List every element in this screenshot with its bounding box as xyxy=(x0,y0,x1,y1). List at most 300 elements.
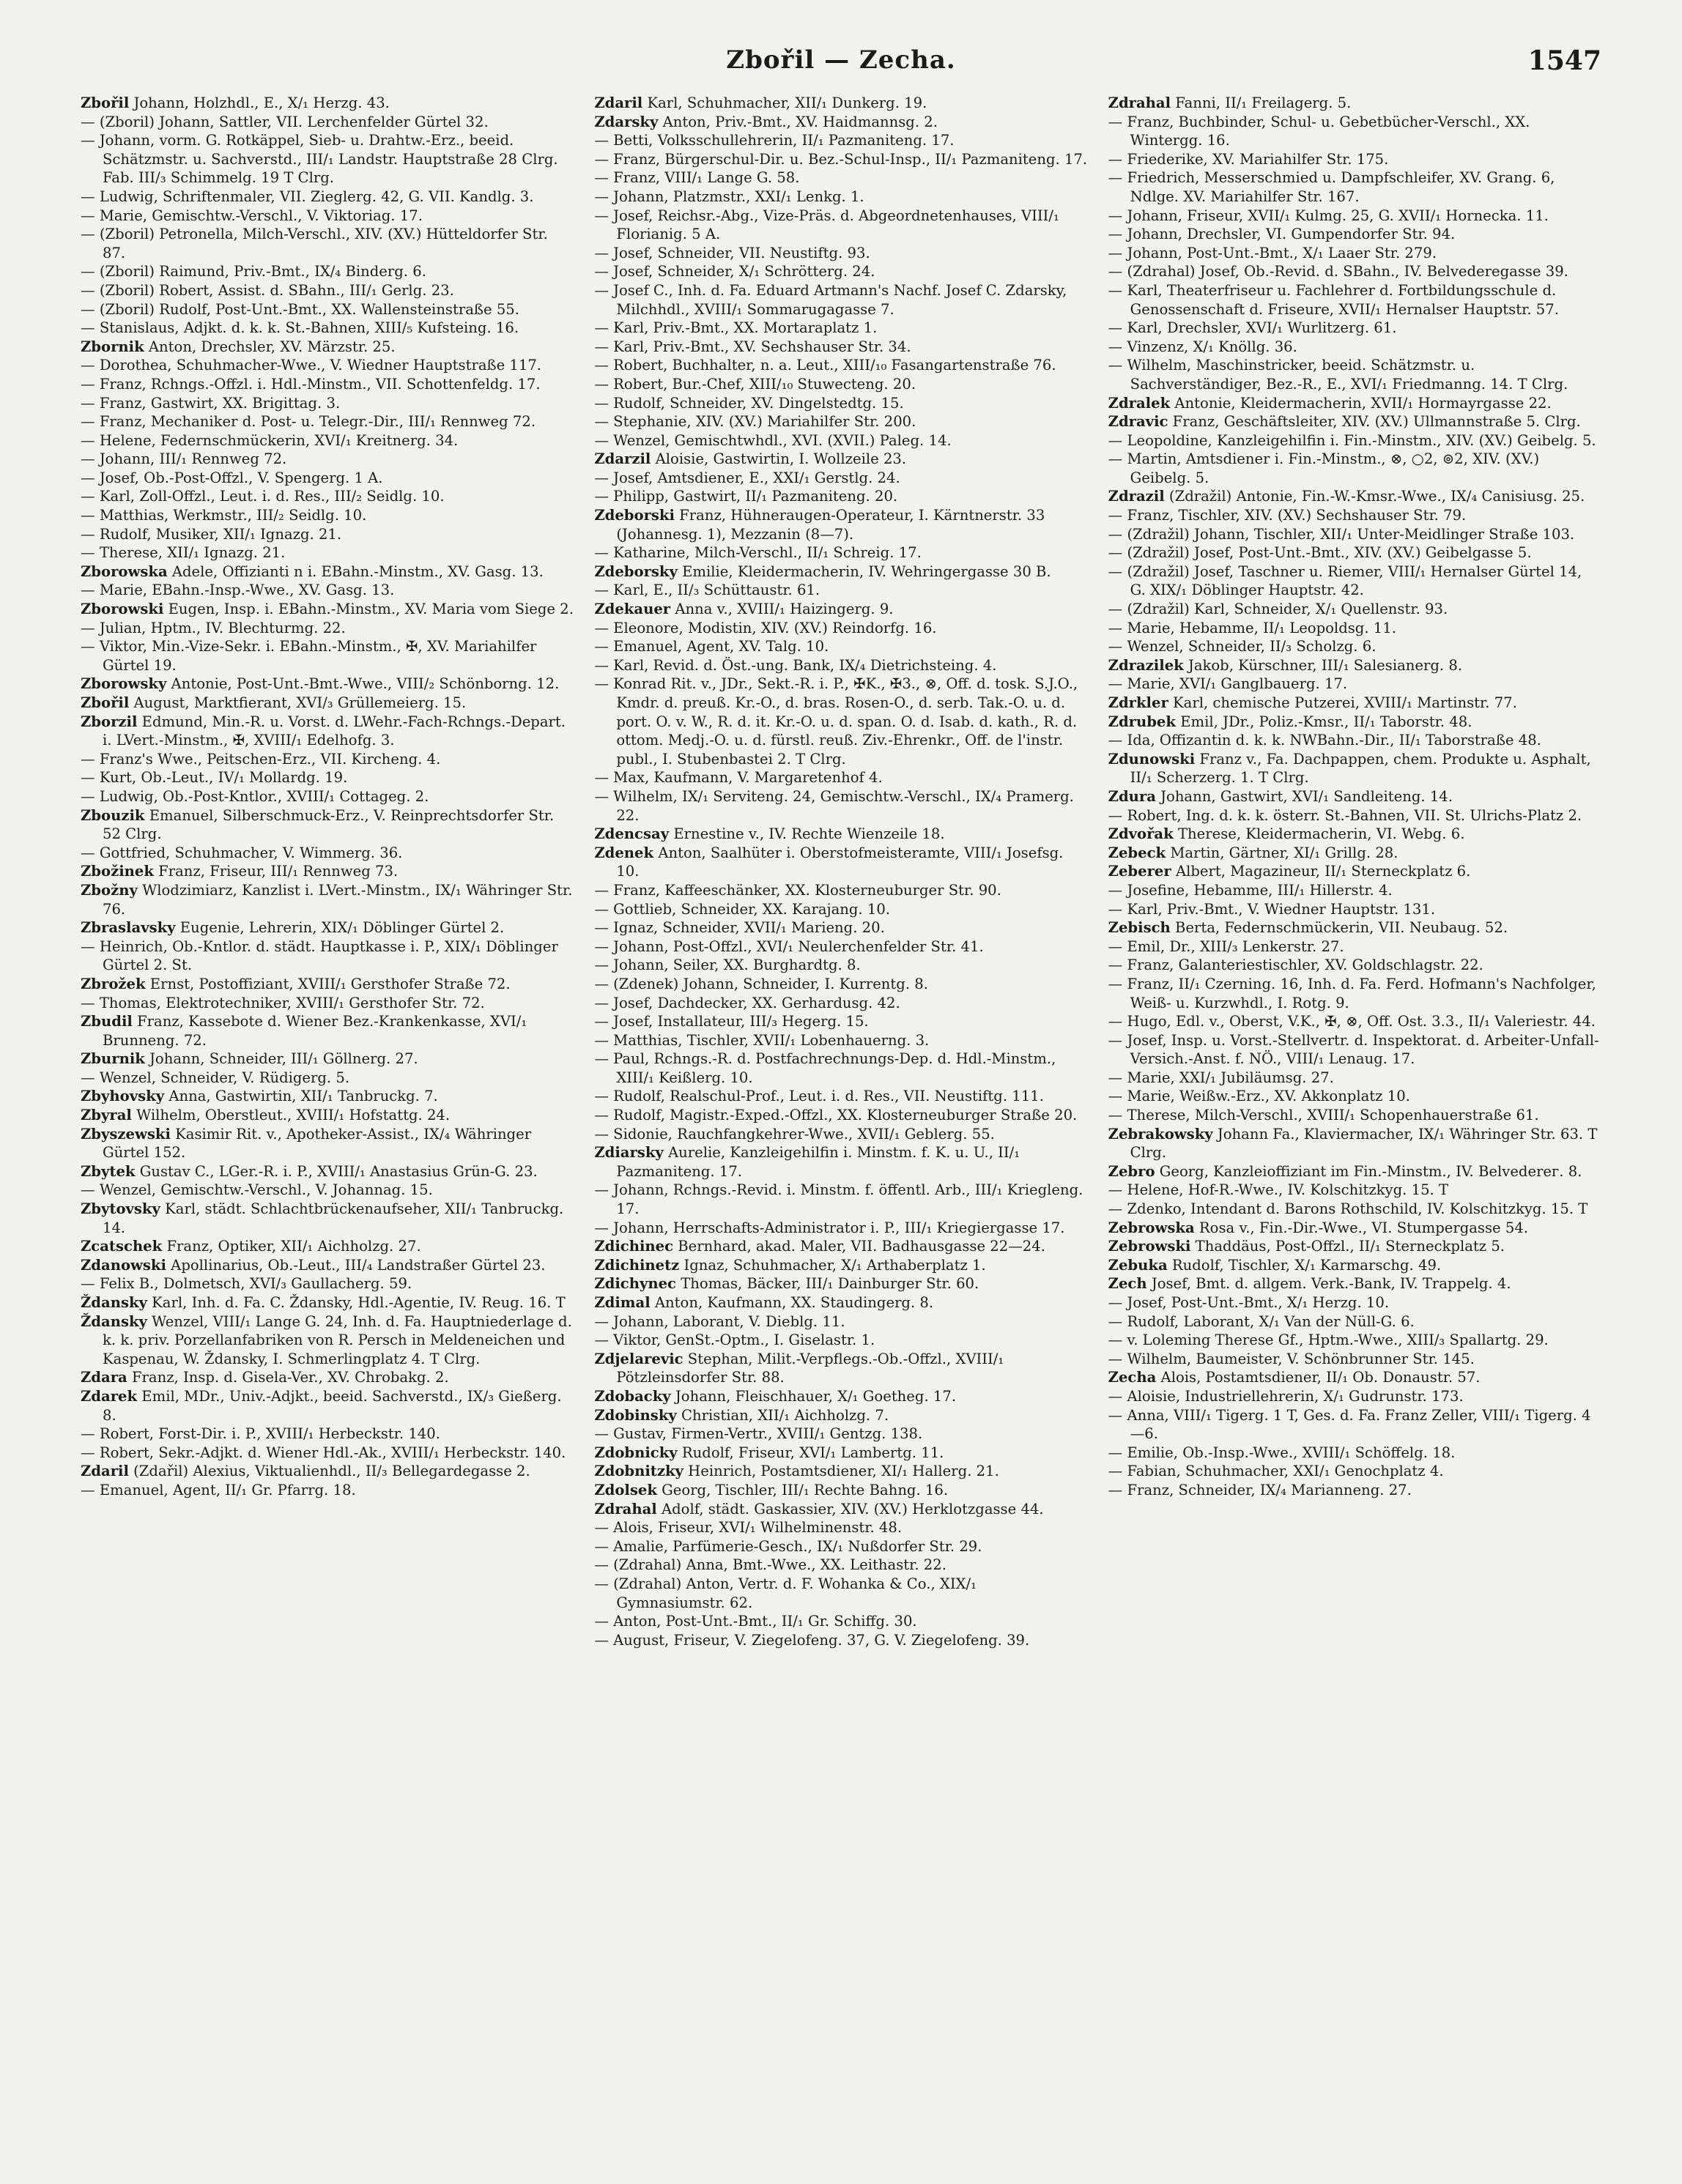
entry-details: — (Zdenek) Johann, Schneider, I. Kurrentg. 8. xyxy=(594,975,928,992)
entry-details: Apollinarius, Ob.-Leut., III/₄ Landstraßer Gürtel 23. xyxy=(166,1256,546,1274)
directory-entry xyxy=(594,1274,1087,1293)
entry-details: — Robert, Sekr.-Adjkt. d. Wiener Hdl.-Ak., XVIII/₁ Herbeckstr. 140. xyxy=(81,1444,566,1461)
directory-entry xyxy=(1108,1237,1601,1256)
directory-entry xyxy=(81,262,574,281)
directory-entry xyxy=(1108,675,1601,694)
entry-details: — Gottlieb, Schneider, XX. Karajang. 10. xyxy=(594,900,891,918)
entry-details: Emilie, Kleidermacherin, IV. Wehringergasse 30 B. xyxy=(677,562,1051,580)
entry-details: Franz, Friseur, III/₁ Rennweg 73. xyxy=(153,863,399,880)
entry-details: Rudolf, Friseur, XVI/₁ Lambertg. 11. xyxy=(677,1444,944,1461)
entry-details: Josef, Bmt. d. allgem. Verk.-Bank, IV. Trappelg. 4. xyxy=(1146,1275,1511,1293)
directory-entry xyxy=(594,881,1087,900)
entry-details: — Josef, Ob.-Post-Offzl., V. Spengerg. 1 A. xyxy=(81,469,383,486)
directory-entry xyxy=(594,1312,1087,1331)
entry-details: Karl, chemische Putzerei, XVIII/₁ Martinstr. 77. xyxy=(1168,694,1517,711)
entry-details: — Karl, Theaterfriseur u. Fachlehrer d. Fortbildungsschule d. Genossenschaft d. Friseure, XVII/₁ Hernalser Hauptstr. 57. xyxy=(1108,281,1559,318)
entry-details: — Philipp, Gastwirt, II/₁ Pazmaniteng. 20. xyxy=(594,488,898,505)
entry-details: — Matthias, Werkmstr., III/₂ Seidlg. 10. xyxy=(81,507,367,524)
entry-details: — Franz, VIII/₁ Lange G. 58. xyxy=(594,169,800,187)
entry-details: Heinrich, Postamtsdiener, XI/₁ Hallerg. 21. xyxy=(683,1463,999,1480)
entry-details: — Johann, Platzmstr., XXI/₁ Lenkg. 1. xyxy=(594,187,864,205)
directory-entry xyxy=(81,600,574,619)
directory-entry xyxy=(81,881,574,918)
entry-details: Emanuel, Silberschmuck-Erz., V. Reinprechtsdorfer Str. 52 Clrg. xyxy=(103,806,555,843)
entry-details: — Anna, VIII/₁ Tigerg. 1 T, Ges. d. Fa. Franz Zeller, VIII/₁ Tigerg. 4—6. xyxy=(1108,1406,1591,1443)
entry-details: — Heinrich, Ob.-Kntlor. d. städt. Hauptkasse i. P., XIX/₁ Döblinger Gürtel 2. St. xyxy=(81,937,558,974)
entry-surname: Ždansky xyxy=(81,1294,147,1311)
directory-entry xyxy=(1108,1331,1601,1350)
entry-details: Karl, städt. Schlachtbrückenaufseher, XII/₁ Tanbruckg. 14. xyxy=(103,1200,564,1236)
directory-entry xyxy=(1108,450,1601,487)
directory-entry xyxy=(1108,506,1601,525)
entry-surname: Zborzil xyxy=(81,713,138,730)
directory-entry xyxy=(1108,150,1601,169)
directory-entry xyxy=(594,431,1087,450)
directory-entry xyxy=(594,450,1087,469)
entry-details: — Kurt, Ob.-Leut., IV/₁ Mollardg. 19. xyxy=(81,769,348,787)
entry-surname: Zborowski xyxy=(81,601,164,618)
entry-surname: Zecha xyxy=(1108,1369,1157,1386)
directory-entry xyxy=(1108,806,1601,825)
entry-details: Anton, Drechsler, XV. Märzstr. 25. xyxy=(144,338,396,355)
entry-surname: Zdrazil xyxy=(1108,488,1165,505)
directory-entry xyxy=(81,281,574,300)
directory-entry xyxy=(1108,1444,1601,1463)
entry-details: — Max, Kaufmann, V. Margaretenhof 4. xyxy=(594,769,883,787)
directory-entry xyxy=(594,1537,1087,1556)
directory-entry xyxy=(594,1350,1087,1387)
entry-surname: Zbořil xyxy=(81,94,130,111)
directory-entry xyxy=(1108,356,1601,393)
entry-surname: Zdarek xyxy=(81,1387,138,1405)
entry-surname: Zdrkler xyxy=(1108,694,1168,711)
directory-entry xyxy=(594,113,1087,132)
entry-details: — (Zdražil) Johann, Tischler, XII/₁ Unter-Meidlinger Straße 103. xyxy=(1108,525,1575,543)
directory-entry xyxy=(81,506,574,525)
directory-entry xyxy=(594,506,1087,543)
directory-entry xyxy=(1108,1106,1601,1125)
directory-entry xyxy=(594,1106,1087,1125)
directory-entry xyxy=(594,412,1087,431)
entry-surname: Zdichinetz xyxy=(594,1256,680,1274)
entry-details: — Karl, Priv.-Bmt., XX. Mortaraplatz 1. xyxy=(594,319,878,337)
entry-details: Emil, MDr., Univ.-Adjkt., beeid. Sachverstd., IX/₃ Gießerg. 8. xyxy=(103,1387,562,1424)
directory-entry xyxy=(594,94,1087,113)
entry-details: Alois, Postamtsdiener, II/₁ Ob. Donaustr. 57. xyxy=(1156,1369,1481,1386)
directory-entry xyxy=(594,900,1087,919)
directory-entry xyxy=(594,207,1087,244)
entry-details: — Konrad Rit. v., JDr., Sekt.-R. i. P., ✠K., ✠3., ⊗, Off. d. tosk. S.J.O., Kmdr. d. preuß. Kr.-O., d. bras. Rosen-O., d. serb. Tak.-O. u. d. port. O. v. W., R. d. it. Kr.-O. u. d. span. O. d. Isab. d. kath., R. d. ottom. Medj.-O. u. d. fürstl. reuß. Ziv.-Ehrenkr., Off. de l'instr. publ., I. Stubenbastei 2. T Clrg. xyxy=(594,675,1078,768)
directory-entry xyxy=(81,450,574,469)
directory-entry xyxy=(1108,1293,1601,1312)
directory-entry xyxy=(1108,956,1601,975)
directory-entry xyxy=(594,487,1087,506)
directory-entry xyxy=(594,1575,1087,1612)
entry-details: — Wenzel, Gemischtw.-Verschl., V. Johannag. 15. xyxy=(81,1181,433,1199)
entry-details: — v. Loleming Therese Gf., Hptm.-Wwe., XIII/₃ Spallartg. 29. xyxy=(1108,1331,1549,1349)
entry-details: Anton, Priv.-Bmt., XV. Haidmannsg. 2. xyxy=(658,113,938,130)
entry-details: — Hugo, Edl. v., Oberst, V.K., ✠, ⊗, Off. Ost. 3.3., II/₁ Valeriestr. 44. xyxy=(1108,1013,1596,1030)
entry-details: Ignaz, Schuhmacher, X/₁ Arthaberplatz 1. xyxy=(679,1256,986,1274)
entry-details: — Johann, vorm. G. Rotkäppel, Sieb- u. Drahtw.-Erz., beeid. Schätzmstr. u. Sachverstd., III/₁ Landstr. Hauptstraße 28 Clrg. Fab. III/₃ Schimmelg. 19 T Clrg. xyxy=(81,132,558,187)
entry-details: — Wilhelm, Maschinstricker, beeid. Schätzmstr. u. Sachverständiger, Bez.-R., E., XVI/₁ Friedmanng. 14. T Clrg. xyxy=(1108,357,1568,393)
entry-details: Anna v., XVIII/₁ Haizingerg. 9. xyxy=(670,601,894,618)
entry-details: — Franz, Buchbinder, Schul- u. Gebetbücher-Verschl., XX. Wintergg. 16. xyxy=(1108,113,1530,149)
entry-details: Adele, Offizianti n i. EBahn.-Minstm., XV. Gasg. 13. xyxy=(167,562,544,580)
entry-details: — Wenzel, Schneider, V. Rüdigerg. 5. xyxy=(81,1069,350,1086)
entry-surname: Zbytovsky xyxy=(81,1200,160,1218)
entry-details: — Aloisie, Industriellehrerin, X/₁ Gudrunstr. 173. xyxy=(1108,1387,1464,1405)
entry-surname: Zdarzil xyxy=(594,450,651,468)
directory-entry xyxy=(1108,694,1601,713)
directory-entry xyxy=(81,1462,574,1481)
entry-surname: Zbraslavsky xyxy=(81,919,176,937)
entry-details: — Therese, Milch-Verschl., XVIII/₁ Schopenhauerstraße 61. xyxy=(1108,1107,1539,1124)
directory-entry xyxy=(81,94,574,113)
directory-entry xyxy=(1108,656,1601,675)
entry-details: — August, Friseur, V. Ziegelofeng. 37, G. V. Ziegelofeng. 39. xyxy=(594,1631,1030,1649)
entry-details: Wlodzimiarz, Kanzlist i. LVert.-Minstm., IX/₁ Währinger Str. 76. xyxy=(103,881,573,918)
directory-entry xyxy=(81,1368,574,1387)
entry-details: Eugenie, Lehrerin, XIX/₁ Döblinger Gürtel 2. xyxy=(175,919,505,937)
column-middle xyxy=(594,94,1087,2152)
directory-entry xyxy=(81,1256,574,1275)
directory-entry xyxy=(81,356,574,375)
directory-entry xyxy=(594,619,1087,638)
directory-entry xyxy=(594,1237,1087,1256)
entry-details: — Josef, Schneider, VII. Neustiftg. 93. xyxy=(594,244,870,261)
directory-entry xyxy=(594,338,1087,357)
entry-surname: Zbyral xyxy=(81,1107,132,1124)
directory-entry xyxy=(81,300,574,319)
directory-entry xyxy=(594,168,1087,187)
entry-details: Georg, Tischler, III/₁ Rechte Bahng. 16. xyxy=(656,1481,949,1498)
directory-entry xyxy=(1108,731,1601,750)
directory-entry xyxy=(1108,600,1601,619)
entry-details: — Franz, Bürgerschul-Dir. u. Bez.-Schul-Insp., II/₁ Pazmaniteng. 17. xyxy=(594,150,1088,168)
directory-entry xyxy=(1108,1256,1601,1275)
directory-entry xyxy=(1108,844,1601,863)
entry-details: — Johann, Post-Unt.-Bmt., X/₁ Laaer Str. 279. xyxy=(1108,244,1437,261)
entry-details: — Helene, Hof-R.-Wwe., IV. Kolschitzkyg. 15. T xyxy=(1108,1181,1449,1199)
entry-surname: Zborowsky xyxy=(81,675,167,693)
directory-entry xyxy=(594,937,1087,957)
entry-details: — (Zdražil) Josef, Taschner u. Riemer, VIII/₁ Hernalser Gürtel 14, G. XIX/₁ Döblinger Hauptstr. 42. xyxy=(1108,562,1582,599)
directory-entry xyxy=(1108,1219,1601,1238)
entry-details: Martin, Gärtner, XI/₁ Grillg. 28. xyxy=(1166,844,1398,861)
entry-details: — Felix B., Dolmetsch, XVI/₃ Gaullacherg. 59. xyxy=(81,1275,412,1293)
directory-entry xyxy=(594,787,1087,825)
entry-surname: Zdenek xyxy=(594,844,654,861)
directory-entry xyxy=(1108,394,1601,413)
entry-details: Johann, Holzhdl., E., X/₁ Herzg. 43. xyxy=(129,94,390,111)
entry-details: Georg, Kanzleioffiziant im Fin.-Minstm., IV. Belvederег. 8. xyxy=(1155,1162,1582,1180)
entry-surname: Zeberer xyxy=(1108,863,1171,880)
entry-details: Rosa v., Fin.-Dir.-Wwe., VI. Stumpergasse 54. xyxy=(1194,1219,1529,1236)
entry-details: — Leopoldine, Kanzleigehilfin i. Fin.-Minstm., XIV. (XV.) Geibelg. 5. xyxy=(1108,431,1596,449)
directory-entry xyxy=(594,394,1087,413)
directory-entry xyxy=(594,375,1087,394)
entry-details: August, Marktfierant, XVI/₃ Grüllemeierg. 15. xyxy=(129,694,467,711)
entry-details: — Franz, Mechaniker d. Post- u. Telegr.-Dir., III/₁ Rennweg 72. xyxy=(81,413,536,431)
entry-surname: Zdrubek xyxy=(1108,713,1176,730)
entry-details: — Marie, XVI/₁ Ganglbauerg. 17. xyxy=(1108,675,1348,693)
directory-entry xyxy=(81,394,574,413)
entry-details: — Ludwig, Ob.-Post-Kntlor., XVIII/₁ Cottageg. 2. xyxy=(81,787,429,805)
entry-surname: Zdarsky xyxy=(594,113,659,130)
entry-details: Thomas, Bäcker, III/₁ Dainburger Str. 60. xyxy=(675,1275,979,1293)
directory-entry xyxy=(594,918,1087,937)
directory-entry xyxy=(1108,900,1601,919)
entry-details: — Ida, Offizantin d. k. k. NWBahn.-Dir., II/₁ Taborstraße 48. xyxy=(1108,732,1541,749)
entry-details: Anton, Kaufmann, XX. Staudingerg. 8. xyxy=(650,1294,934,1311)
directory-entry xyxy=(81,918,574,937)
directory-entry xyxy=(1108,487,1601,506)
entry-details: Karl, Schuhmacher, XII/₁ Dunkerg. 19. xyxy=(642,94,927,111)
directory-entry xyxy=(1108,825,1601,844)
page-number: 1547 xyxy=(1527,45,1601,76)
entry-details: — Matthias, Tischler, XVII/₁ Lobenhauerng. 3. xyxy=(594,1031,930,1049)
directory-entry xyxy=(1108,1481,1601,1500)
directory-entry xyxy=(1108,113,1601,150)
directory-entry xyxy=(594,637,1087,656)
entry-surname: Zbouzik xyxy=(81,806,145,824)
page-header xyxy=(81,45,1601,89)
entry-details: — Karl, Priv.-Bmt., V. Wiedner Hauptstr. 131. xyxy=(1108,900,1436,918)
entry-details: — Rudolf, Musiker, XII/₁ Ignazg. 21. xyxy=(81,525,342,543)
entry-details: — Wilhelm, Baumeister, V. Schönbrunner Str. 145. xyxy=(1108,1350,1475,1367)
directory-entry xyxy=(1108,1368,1601,1387)
entry-details: Aloisie, Gastwirtin, I. Wollzeile 23. xyxy=(651,450,907,468)
directory-entry xyxy=(594,844,1087,881)
entry-details: — Ludwig, Schriftenmaler, VII. Zieglerg. 42, G. VII. Kandlg. 3. xyxy=(81,187,534,205)
directory-entry xyxy=(1108,262,1601,281)
entry-details: — Friedrich, Messerschmied u. Dampfschleifer, XV. Grang. 6, Ndlge. XV. Mariahilfer Str. 167. xyxy=(1108,169,1555,205)
directory-entry xyxy=(594,262,1087,281)
directory-entry xyxy=(81,469,574,488)
entry-surname: Zebrowski xyxy=(1108,1238,1191,1255)
entry-surname: Zbořil xyxy=(81,694,130,711)
directory-entry xyxy=(1108,619,1601,638)
entry-surname: Zcatschek xyxy=(81,1238,163,1255)
entry-details: — Robert, Bur.-Chef, XIII/₁₀ Stuwecteng. 20. xyxy=(594,375,916,393)
entry-surname: Zdjelarevic xyxy=(594,1350,683,1367)
directory-entry xyxy=(594,131,1087,150)
entry-surname: Zdara xyxy=(81,1369,127,1386)
entry-details: Eugen, Insp. i. EBahn.-Minstm., XV. Maria vom Siege 2. xyxy=(163,601,574,618)
directory-entry xyxy=(81,1087,574,1106)
directory-entry xyxy=(81,581,574,600)
directory-entry xyxy=(594,600,1087,619)
entry-surname: Zdiarsky xyxy=(594,1144,664,1162)
directory-entry xyxy=(1108,94,1601,113)
entry-details: — Helene, Federnschmückerin, XVI/₁ Kreitnerg. 34. xyxy=(81,431,459,449)
entry-details: Wenzel, VIII/₁ Lange G. 24, Inh. d. Fa. Hauptniederlage d. k. k. priv. Porzellanfabriken von R. Persch in Meldeneichen und Kaspenau, W. Ždansky, I. Schmerlingplatz 4. T Clrg. xyxy=(103,1312,572,1367)
entry-details: Edmund, Min.-R. u. Vorst. d. LWehr.-Fach-Rchngs.-Depart. i. LVert.-Minstm., ✠, XVIII/₁ Edelhofg. 3. xyxy=(103,713,566,749)
entry-details: — Josef, Installateur, III/₃ Hegerg. 15. xyxy=(594,1013,869,1030)
directory-entry xyxy=(594,956,1087,975)
directory-entry xyxy=(594,1012,1087,1031)
entry-details: — Martin, Amtsdiener i. Fin.-Minstm., ⊗, ○2, ⊚2, XIV. (XV.) Geibelg. 5. xyxy=(1108,450,1540,486)
entry-details: — Josef, Reichsr.-Abg., Vize-Präs. d. Abgeordnetenhauses, VIII/₁ Florianig. 5 A. xyxy=(594,207,1059,243)
entry-details: — Josef, Post-Unt.-Bmt., X/₁ Herzg. 10. xyxy=(1108,1294,1390,1311)
column-right xyxy=(1108,94,1601,2152)
directory-entry xyxy=(594,1181,1087,1218)
directory-entry xyxy=(594,1556,1087,1575)
entry-details: — Dorothea, Schuhmacher-Wwe., V. Wiedner Hauptstraße 117. xyxy=(81,357,542,374)
entry-surname: Zdencsay xyxy=(594,825,670,843)
entry-details: — Eleonore, Modistin, XIV. (XV.) Reindorfg. 16. xyxy=(594,619,937,636)
entry-details: — Marie, Hebamme, II/₁ Leopoldsg. 11. xyxy=(1108,619,1396,636)
entry-details: — Marie, XXI/₁ Jubiläumsg. 27. xyxy=(1108,1069,1334,1086)
directory-entry xyxy=(1108,338,1601,357)
directory-entry xyxy=(1108,319,1601,338)
directory-entry xyxy=(1108,1312,1601,1331)
directory-entry xyxy=(1108,1031,1601,1069)
directory-entry xyxy=(1108,1406,1601,1444)
entry-details: — Karl, E., II/₃ Schüttaustr. 61. xyxy=(594,582,820,599)
directory-entry xyxy=(594,319,1087,338)
entry-details: — Johann, Seiler, XX. Burghardtg. 8. xyxy=(594,957,861,974)
entry-details: — Marie, EBahn.-Insp.-Wwe., XV. Gasg. 13. xyxy=(81,582,395,599)
entry-details: Rudolf, Tischler, X/₁ Karmarschg. 49. xyxy=(1167,1256,1442,1274)
directory-entry xyxy=(81,1200,574,1237)
directory-entry xyxy=(594,562,1087,582)
directory-entry xyxy=(1108,1200,1601,1219)
entry-surname: Zebuka xyxy=(1108,1256,1168,1274)
directory-entry xyxy=(594,469,1087,488)
directory-entry xyxy=(81,1125,574,1162)
directory-entry xyxy=(594,543,1087,562)
entry-surname: Zdimal xyxy=(594,1294,651,1311)
entry-details: — Franz, Rchngs.-Offzl. i. Hdl.-Minstm., VII. Schottenfeldg. 17. xyxy=(81,375,541,393)
entry-details: — Wenzel, Schneider, II/₃ Scholzg. 6. xyxy=(1108,638,1377,655)
directory-entry xyxy=(594,1219,1087,1238)
entry-details: — Josef, Dachdecker, XX. Gerhardusg. 42. xyxy=(594,994,900,1011)
directory-entry xyxy=(1108,637,1601,656)
entry-surname: Zburnik xyxy=(81,1050,145,1068)
entry-surname: Zebeck xyxy=(1108,844,1166,861)
directory-entry xyxy=(81,431,574,450)
entry-details: (Zdražil) Antonie, Fin.-W.-Kmsr.-Wwe., IX/₄ Canisiusg. 25. xyxy=(1164,488,1585,505)
entry-surname: Zdobnicky xyxy=(594,1444,678,1461)
directory-entry xyxy=(81,768,574,787)
entry-details: — Therese, XII/₁ Ignazg. 21. xyxy=(81,544,286,562)
entry-details: — Franz, Galanteriestischler, XV. Goldschlagstr. 22. xyxy=(1108,957,1483,974)
entry-details: — Karl, Zoll-Offzl., Leut. i. d. Res., III/₂ Seidlg. 10. xyxy=(81,488,445,505)
directory-entry xyxy=(81,525,574,544)
entry-details: — Karl, Revid. d. Öst.-ung. Bank, IX/₄ Dietrichsteing. 4. xyxy=(594,656,997,674)
directory-entry xyxy=(81,1069,574,1088)
entry-details: — Josef, Amtsdiener, E., XXI/₁ Gerstlg. 24. xyxy=(594,469,900,486)
directory-entry xyxy=(594,1481,1087,1500)
directory-entry xyxy=(594,1143,1087,1181)
entry-details: — (Zdrahal) Josef, Ob.-Revid. d. SBahn., IV. Belvederegasse 39. xyxy=(1108,263,1568,281)
directory-entry xyxy=(1108,562,1601,600)
entry-details: — (Zdrahal) Anna, Bmt.-Wwe., XX. Leithastr. 22. xyxy=(594,1556,946,1574)
entry-details: Wilhelm, Oberstleut., XVIII/₁ Hofstattg. 24. xyxy=(131,1107,451,1124)
directory-entry xyxy=(594,244,1087,263)
entry-details: — Josef, Insp. u. Vorst.-Stellvertr. d. Inspektorat. d. Arbeiter-Unfall-Versich.-Anst. f. NÖ., VIII/₁ Lenaug. 17. xyxy=(1108,1031,1599,1068)
directory-entry xyxy=(81,338,574,357)
directory-entry xyxy=(594,1425,1087,1444)
directory-entry xyxy=(81,543,574,562)
directory-entry xyxy=(81,1274,574,1293)
entry-details: Therese, Kleidermacherin, VI. Webg. 6. xyxy=(1173,825,1465,843)
entry-details: Ernst, Postoffiziant, XVIII/₁ Gersthofer Straße 72. xyxy=(145,975,511,992)
entry-details: Franz, Geschäftsleiter, XIV. (XV.) Ullmannstraße 5. Clrg. xyxy=(1168,413,1581,431)
directory-entry xyxy=(1108,1387,1601,1406)
entry-details: — Stanislaus, Adjkt. d. k. k. St.-Bahnen, XIII/₅ Kufsteing. 16. xyxy=(81,319,519,337)
entry-surname: Zbytek xyxy=(81,1162,136,1180)
directory-entry xyxy=(81,637,574,675)
entry-details: — Stephanie, XIV. (XV.) Mariahilfer Str. 200. xyxy=(594,413,916,431)
entry-surname: Zdeborsky xyxy=(594,562,678,580)
entry-details: — Josefine, Hebamme, III/₁ Hillerstr. 4. xyxy=(1108,881,1393,899)
entry-surname: Zdravic xyxy=(1108,413,1168,431)
directory-entry xyxy=(594,1087,1087,1106)
directory-entry xyxy=(1108,918,1601,937)
directory-entry xyxy=(81,1237,574,1256)
directory-entry xyxy=(594,994,1087,1013)
entry-details: Berta, Federnschmückerin, VII. Neubaug. 52. xyxy=(1170,919,1508,937)
entry-details: — Betti, Volksschullehrerin, II/₁ Pazmaniteng. 17. xyxy=(594,132,955,149)
entry-details: — Franz, Schneider, IX/₄ Mariannеng. 27. xyxy=(1108,1481,1412,1498)
directory-entry xyxy=(594,1331,1087,1350)
entry-details: Ernestine v., IV. Rechte Wienzeile 18. xyxy=(669,825,945,843)
entry-surname: Zbyhovsky xyxy=(81,1088,165,1105)
directory-entry xyxy=(81,862,574,881)
directory-entry xyxy=(1108,713,1601,732)
directory-entry xyxy=(1108,225,1601,244)
column-left xyxy=(81,94,574,2152)
directory-entry xyxy=(594,768,1087,787)
directory-entry xyxy=(81,131,574,187)
entry-details: — Robert, Ing. d. k. k. österr. St.-Bahnen, VII. St. Ulrichs-Platz 2. xyxy=(1108,806,1582,824)
entry-details: — Julian, Hptm., IV. Blechturmg. 22. xyxy=(81,619,346,636)
entry-details: — Johann, Friseur, XVII/₁ Kulmg. 25, G. XVII/₁ Hornecka. 11. xyxy=(1108,207,1549,224)
entry-details: — Marie, Gemischtw.-Verschl., V. Viktoriag. 17. xyxy=(81,207,423,224)
directory-entry xyxy=(594,975,1087,994)
entry-details: — Emil, Dr., XIII/₃ Lenkerstr. 27. xyxy=(1108,937,1344,955)
entry-details: Adolf, städt. Gaskassier, XIV. (XV.) Herklotzgasse 44. xyxy=(656,1500,1044,1518)
entry-details: — Franz, Gastwirt, XX. Brigittag. 3. xyxy=(81,394,341,412)
directory-entry xyxy=(81,1481,574,1500)
directory-entry xyxy=(1108,543,1601,562)
entry-surname: Zdvořak xyxy=(1108,825,1174,843)
directory-entry xyxy=(81,713,574,750)
entry-details: — Emanuel, Agent, II/₁ Gr. Pfarrg. 18. xyxy=(81,1481,356,1498)
running-head: Zbořil — Zecha. xyxy=(726,45,956,75)
entry-surname: Zebrowska xyxy=(1108,1219,1195,1236)
directory-entry xyxy=(1108,787,1601,806)
entry-details: — Anton, Post-Unt.-Bmt., II/₁ Gr. Schiffg. 30. xyxy=(594,1613,917,1630)
entry-details: — Johann, Rchngs.-Revid. i. Minstm. f. öffentl. Arb., III/₁ Kriegleng. 17. xyxy=(594,1181,1083,1218)
entry-details: Jakob, Kürschner, III/₁ Salesianerg. 8. xyxy=(1183,656,1463,674)
directory-entry xyxy=(81,750,574,769)
directory-entry xyxy=(1108,207,1601,226)
entry-surname: Zdanowski xyxy=(81,1256,166,1274)
entry-surname: Zbrožek xyxy=(81,975,146,992)
entry-details: (Zdařil) Alexius, Viktualienhdl., II/₃ Bellegardegasse 2. xyxy=(128,1463,530,1480)
directory-entry xyxy=(1108,431,1601,450)
entry-surname: Zdrahal xyxy=(594,1500,657,1518)
directory-entry xyxy=(594,356,1087,375)
entry-surname: Zdrahal xyxy=(1108,94,1171,111)
entry-surname: Zebrakowsky xyxy=(1108,1125,1213,1143)
entry-details: — Rudolf, Realschul-Prof., Leut. i. d. Res., VII. Neustiftg. 111. xyxy=(594,1088,1044,1105)
directory-entry xyxy=(594,1631,1087,1650)
